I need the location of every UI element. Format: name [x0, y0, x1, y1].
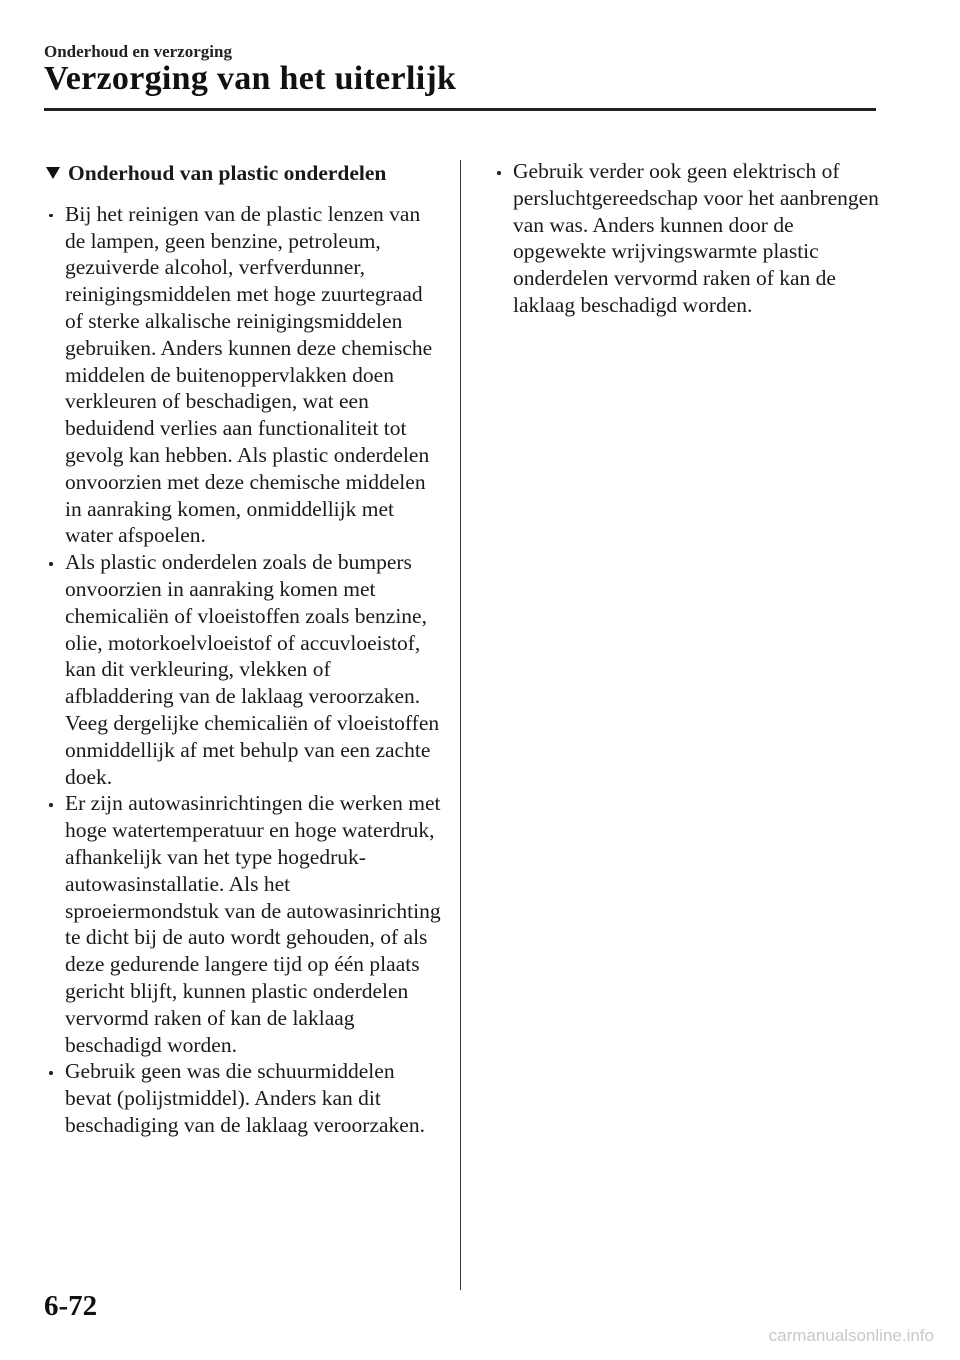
bullet-text: Gebruik verder ook geen elektrisch of persluchtgereedschap voor het aanbrengen van was. Anders kunnen door de opgewekte wrijvingswarmte plastic onderdelen vervormd raken of kan de laklaag beschadigd worden. [513, 159, 879, 317]
bullet-text: Er zijn autowasinrichtingen die werken met hoge watertemperatuur en hoge waterdruk, afhankelijk van het type hogedruk-autowasinstallatie. Als het sproeiermondstuk van de autowasinrichting te dicht bij de auto wordt gehouden, of als deze gedurende langere tijd op één plaats gericht blijft, kunnen plastic onderdelen vervormd raken of kan de laklaag beschadigd worden. [65, 791, 441, 1057]
bullet-dot-icon [497, 171, 501, 175]
right-bullet-list [492, 158, 882, 319]
right-column [492, 158, 882, 319]
bullet-dot-icon [49, 562, 53, 566]
page-number: 6-72 [44, 1290, 98, 1322]
section-label: Onderhoud en verzorging [44, 42, 232, 61]
bullet-dot-icon [49, 1071, 53, 1075]
page-title: Verzorging van het uiterlijk [44, 60, 457, 97]
bullet-text: Bij het reinigen van de plastic lenzen van de lampen, geen benzine, petroleum, gezuiverde alcohol, verfverdunner, reinigingsmiddelen met hoge zuurtegraad of sterke alkalische reinigingsmiddelen gebruiken. Anders kunnen deze chemische middelen de buitenoppervlakken doen verkleuren of beschadigen, wat een beduidend verlies aan functionaliteit tot gevolg kan hebben. Als plastic onderdelen onvoorzien met deze chemische middelen in aanraking komen, onmiddellijk met water afspoelen. [65, 201, 433, 548]
bullet-item [44, 201, 444, 549]
bullet-text: Gebruik geen was die schuurmiddelen bevat (polijstmiddel). Anders kan dit beschadiging van de laklaag veroorzaken. [65, 1059, 425, 1137]
bullet-item [44, 790, 444, 1058]
bullet-text: Als plastic onderdelen zoals de bumpers onvoorzien in aanraking komen met chemicaliën of vloeistoffen zoals benzine, olie, motorkoelvloeistof of accuvloeistof, kan dit verkleuring, vlekken of afbladdering van de laklaag veroorzaken. Veeg dergelijke chemicaliën of vloeistoffen onmiddellijk af met behulp van een zachte doek. [65, 550, 440, 789]
subheading-text: Onderhoud van plastic onderdelen [68, 161, 387, 185]
left-column [44, 158, 444, 1139]
left-bullet-list [44, 201, 444, 1139]
triangle-down-icon [46, 167, 60, 179]
column-divider [460, 160, 461, 1290]
bullet-item [44, 549, 444, 790]
bullet-dot-icon [49, 214, 53, 218]
subheading [44, 160, 444, 187]
bullet-item [492, 158, 882, 319]
header-rule [44, 108, 876, 111]
bullet-dot-icon [49, 803, 53, 807]
bullet-item [44, 1058, 444, 1138]
watermark: carmanualsonline.info [768, 1326, 934, 1345]
